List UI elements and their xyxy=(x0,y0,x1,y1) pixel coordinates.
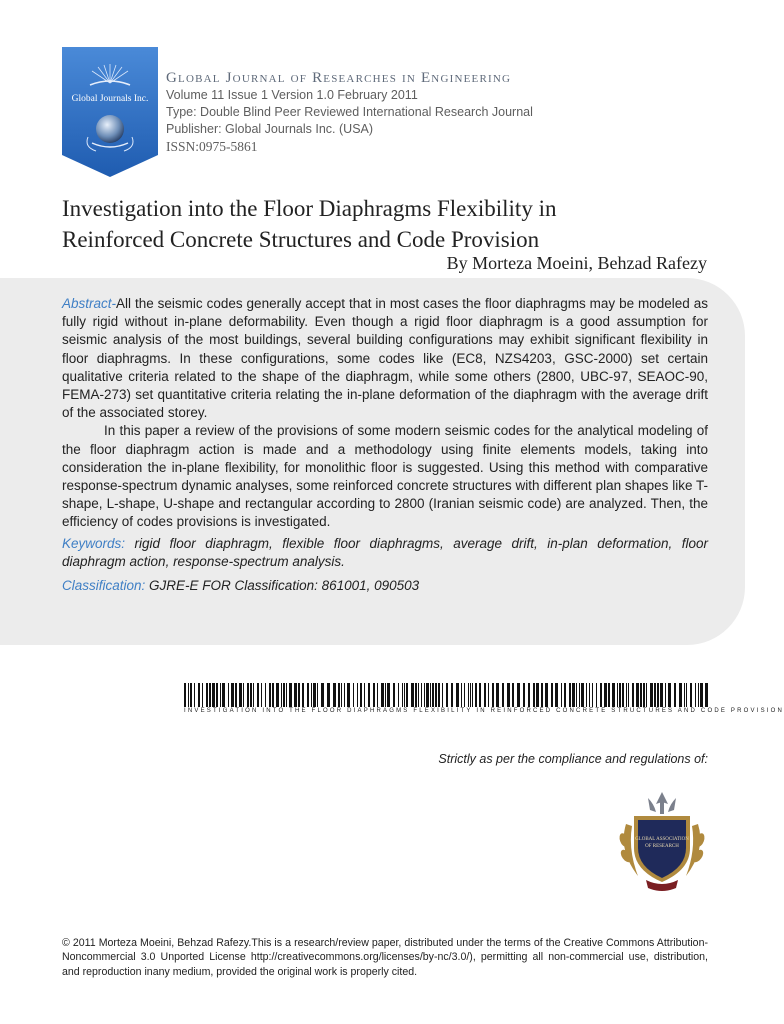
journal-masthead xyxy=(166,70,726,155)
volume-line: Volume 11 Issue 1 Version 1.0 February 2011 xyxy=(166,88,418,102)
abstract-text-1: All the seismic codes generally accept that in most cases the floor diaphragms may be modeled as fully rigid without in-plane deformability. Even though a rigid floor diaphragm is a good assumption for seismic analysis of the most buildings, several building configurations may exhibit significant flexibility in floor diaphragms. In these configurations, some codes like (EC8, NZS4203, GSC-2000) set certain qualitative criteria related to the shape of the diaphragm, while some others (2800, UBC-97, SEAOC-90, FEMA-273) set quantitative criteria relating the in-plane deformation of the diaphragm with the average drift of the associated storey. xyxy=(62,296,708,421)
article-title xyxy=(62,193,722,255)
abstract-label: Abstract- xyxy=(62,296,117,311)
copyright-notice: © 2011 Morteza Moeini, Behzad Rafezy.This is a research/review paper, distributed under the terms of the Creative Commons Attribution-Noncommercial 3.0 Unported License http://creativecommons.org/licenses/by-nc/3.0/), permitting all non-commercial use, distribution, and reproduction inany medium, provided the original work is properly cited. xyxy=(62,937,708,978)
classification-label: Classification: xyxy=(62,578,146,594)
abstract-paragraph-2: In this paper a review of the provisions of some modern seismic codes for the analytical modeling of the floor diaphragm action is made and a methodology using finite elements models, taking into consideration the in-plane flexibility, for monolithic floor is suggested. Using this method with comparative response-spectrum dynamic analyses, some reinforced concrete structures with different plan shapes like T-shape, L-shape, U-shape and rectangular according to 2800 (Iranian seismic code) are analyzed. Then, the efficiency of codes provisions is investigated. xyxy=(62,423,708,530)
classification-text: GJRE-E FOR Classification: 861001, 090503 xyxy=(149,578,420,594)
association-crest-icon xyxy=(610,790,714,892)
type-line: Type: Double Blind Peer Reviewed International Research Journal xyxy=(166,105,533,119)
abstract-paragraph-1 xyxy=(62,295,708,422)
keywords-text: rigid floor diaphragm, flexible floor diaphragms, average drift, in-plan deformation, floor diaphragm action, response-spectrum analysis. xyxy=(62,535,708,569)
classification-line xyxy=(62,577,708,595)
logo-text: Global Journals Inc. xyxy=(71,94,149,104)
keywords-label: Keywords: xyxy=(62,535,126,551)
barcode-caption: INVESTIGATION INTO THE FLOOR DIAPHRAGMS FLEXIBILITY IN REINFORCED CONCRETE STRUCTURES AND CODE PROVISION xyxy=(184,708,784,714)
publisher-line: Publisher: Global Journals Inc. (USA) xyxy=(166,122,374,136)
badge-text-1: GLOBAL ASSOCIATION xyxy=(635,837,689,842)
badge-text-2: OF RESEARCH xyxy=(645,844,679,849)
title-line-2: Reinforced Concrete Structures and Code Provision xyxy=(62,227,540,252)
keywords-line xyxy=(62,535,708,571)
article-authors: By Morteza Moeini, Behzad Rafezy xyxy=(446,253,707,273)
title-line-1: Investigation into the Floor Diaphragms Flexibility in xyxy=(62,196,557,221)
issn-line: ISSN:0975-5861 xyxy=(166,139,258,154)
global-journals-logo-icon xyxy=(62,47,158,177)
journal-name: Global Journal of Researches in Engineering xyxy=(166,70,512,86)
abstract-section xyxy=(62,295,708,595)
compliance-note: Strictly as per the compliance and regulations of: xyxy=(438,752,708,766)
